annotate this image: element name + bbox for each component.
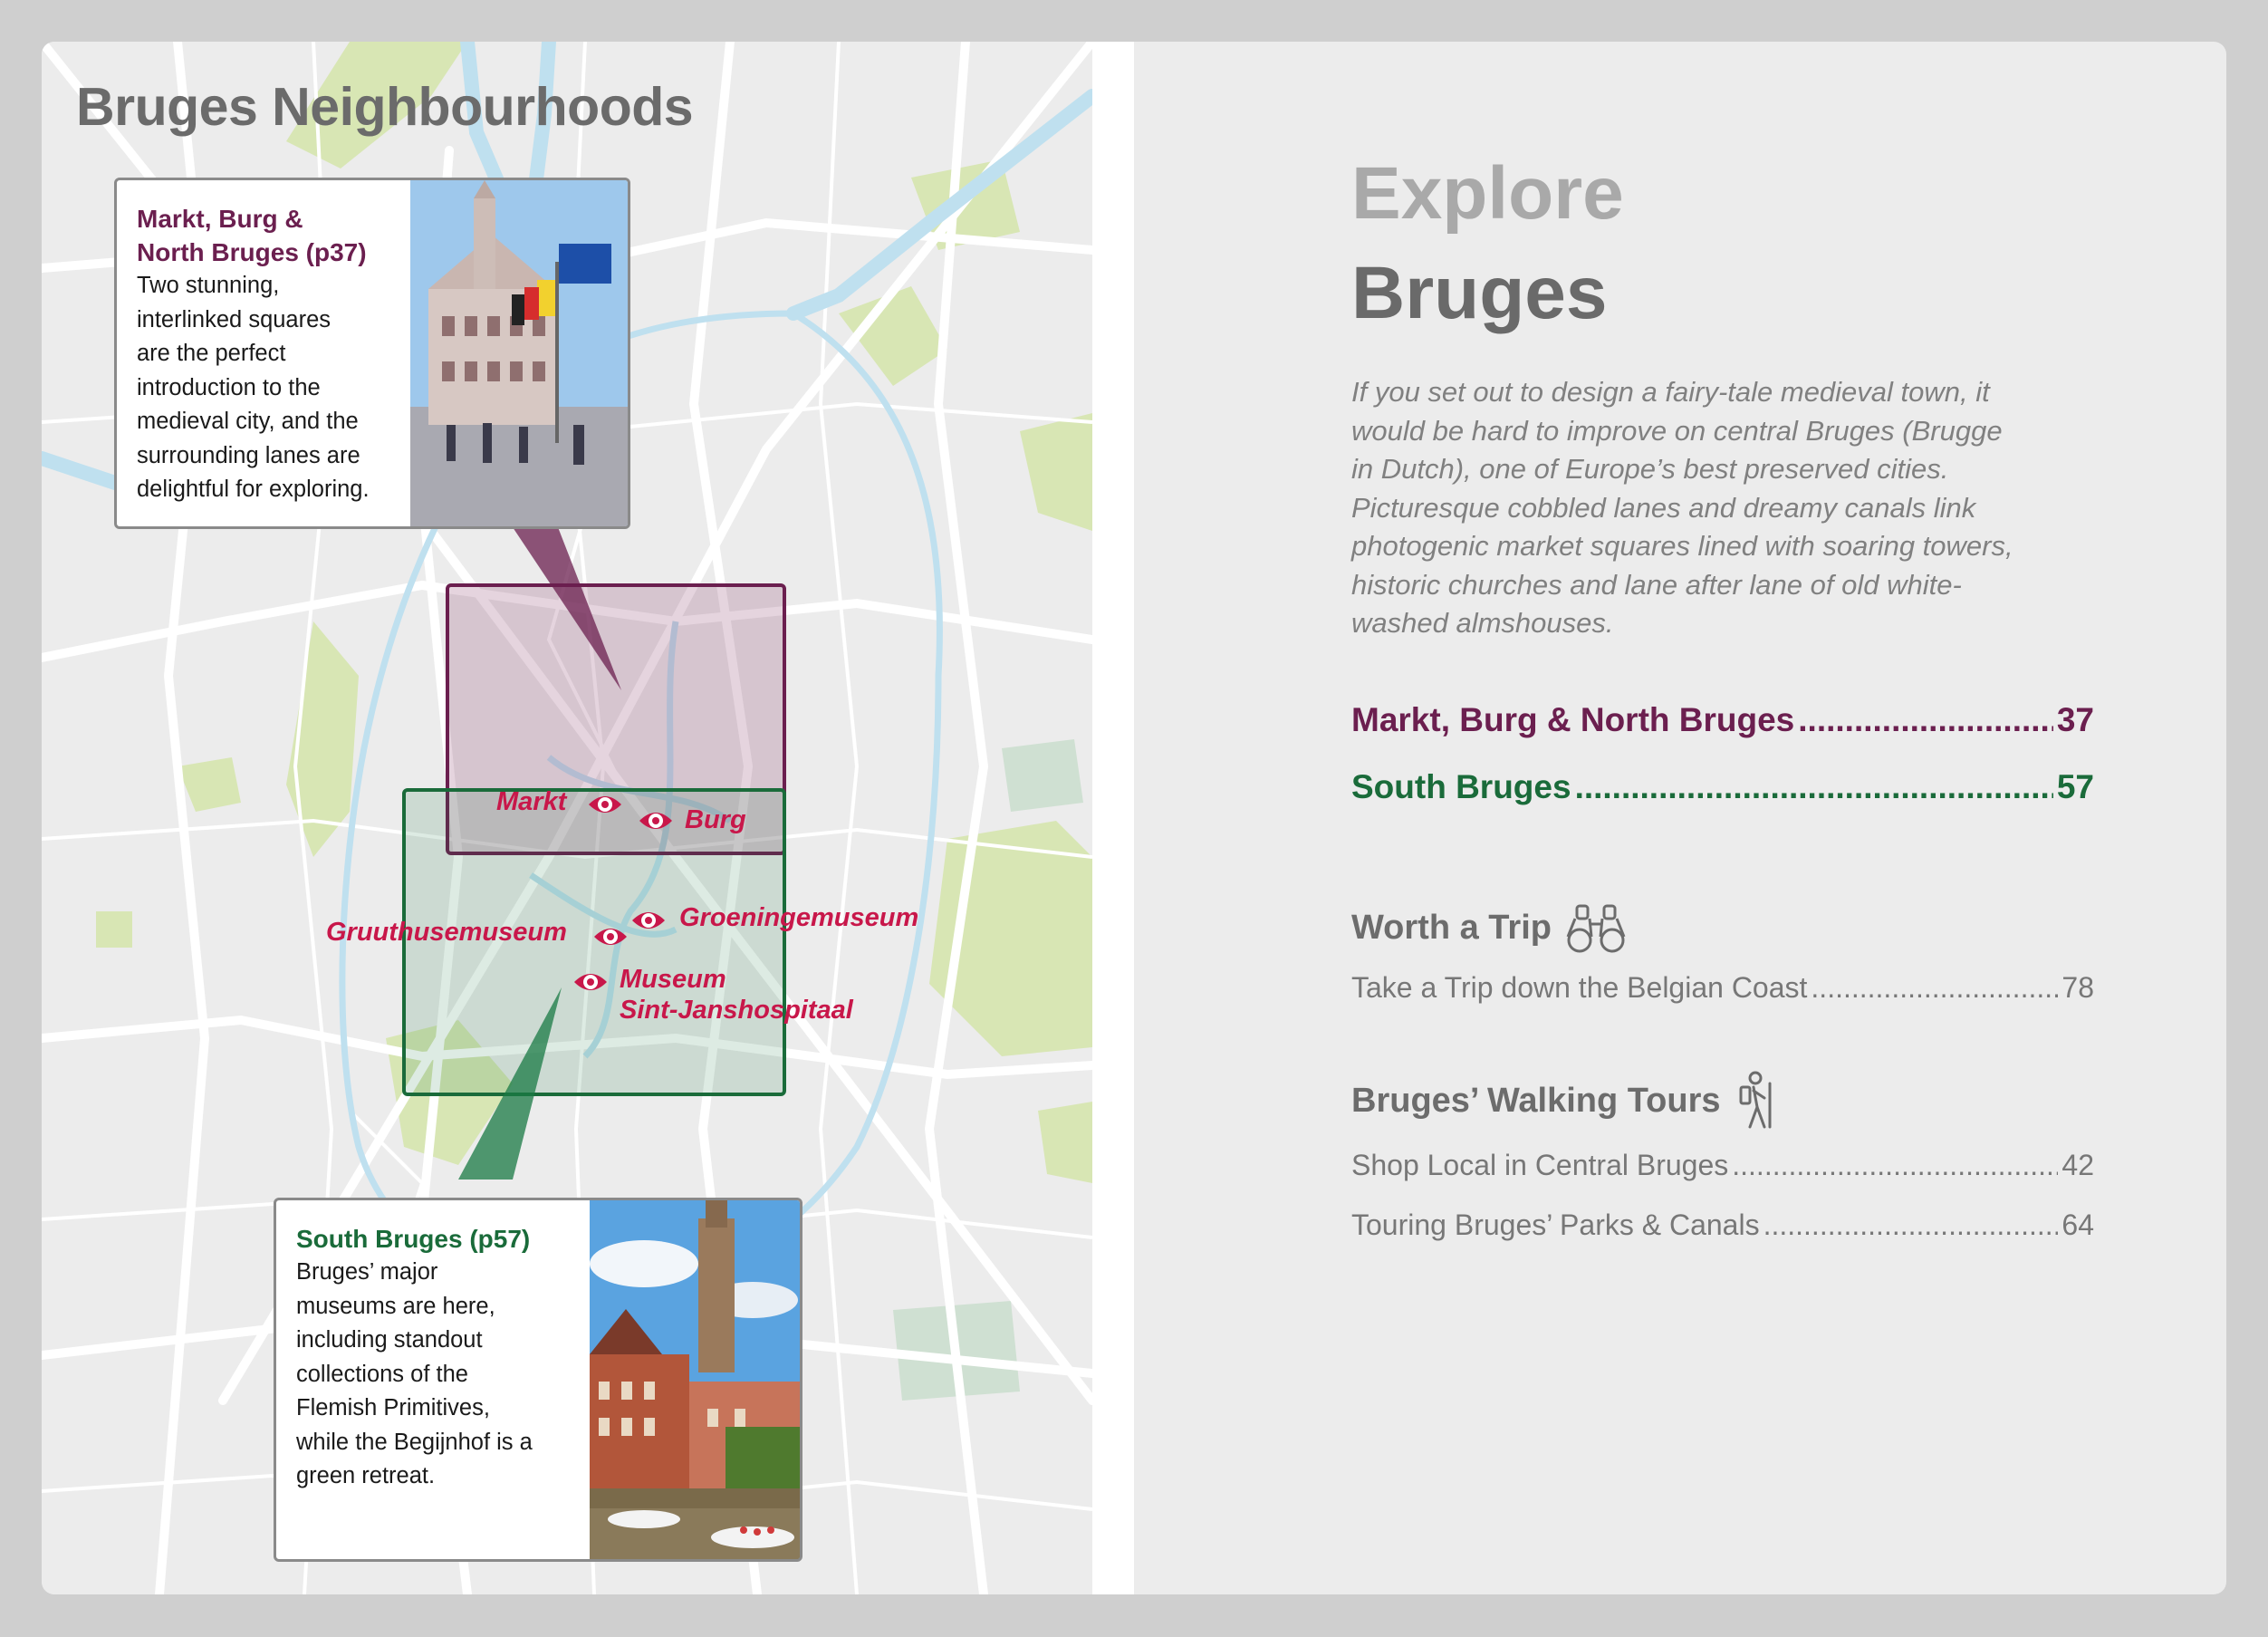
- toc-page: 57: [2056, 768, 2094, 805]
- toc-label: Take a Trip down the Belgian Coast: [1351, 971, 1808, 1004]
- toc-leader: [1798, 701, 2053, 739]
- poi-burg-label[interactable]: Burg: [685, 805, 746, 834]
- toc-label: Shop Local in Central Bruges: [1351, 1149, 1729, 1181]
- toc-entry-south-bruges[interactable]: [1351, 768, 2094, 806]
- worth-a-trip-heading: [1351, 902, 1628, 953]
- callout-north-bruges: [114, 178, 630, 529]
- toc-leader: [1763, 1208, 2059, 1242]
- walking-tours-title: Bruges’ Walking Tours: [1351, 1081, 1721, 1120]
- map-page: [42, 42, 1092, 1594]
- binoculars-icon: [1564, 902, 1628, 953]
- toc-leader: [1732, 1149, 2058, 1182]
- explore-page: [1134, 42, 2226, 1594]
- callout-text: [137, 202, 370, 507]
- eye-icon: [572, 969, 609, 995]
- callout-south-bruges: [274, 1198, 802, 1562]
- intro-paragraph: If you set out to design a fairy-tale medieval town, it would be hard to improve on central Bruges (Brugge in Dutch), one of Europe’s best preserved cities. Picturesque cobbled lanes and dreamy canals link photogenic market squares lined with soaring towers, historic churches and lane after lane of old white- washed almshouses.: [1351, 376, 2013, 639]
- toc-entry-parks-canals[interactable]: [1351, 1208, 2094, 1242]
- toc-leader: [1575, 768, 2053, 806]
- poi-gruuthusemuseum-label[interactable]: Gruuthusemuseum: [326, 918, 567, 947]
- worth-a-trip-title: Worth a Trip: [1351, 908, 1552, 947]
- walking-tours-heading: [1351, 1071, 1777, 1131]
- poi-markt-label[interactable]: Markt: [496, 787, 567, 816]
- hiker-icon: [1734, 1071, 1777, 1131]
- poi-groeningemuseum-label[interactable]: Groeningemuseum: [679, 903, 919, 932]
- toc-label: South Bruges: [1351, 768, 1571, 805]
- page-gutter: [1092, 42, 1134, 1594]
- callout-text: [296, 1222, 533, 1494]
- toc-page: 78: [2061, 971, 2094, 1004]
- toc-entry-belgian-coast[interactable]: [1351, 971, 2094, 1005]
- guidebook-spread: [42, 42, 2226, 1594]
- canal-belfry-photo: [590, 1200, 800, 1559]
- toc-page: 37: [2056, 701, 2094, 738]
- callout-heading: Markt, Burg & North Bruges (p37): [137, 205, 367, 266]
- callout-description: Bruges’ major museums are here, including standout collections of the Flemish Primitives, while the Begijnhof is a green retreat.: [296, 1259, 533, 1488]
- city-hall-photo: [410, 180, 628, 526]
- toc-page: 42: [2061, 1149, 2094, 1181]
- explore-heading: Explore: [1351, 152, 1624, 235]
- eye-icon: [638, 808, 674, 833]
- toc-label: Touring Bruges’ Parks & Canals: [1351, 1208, 1760, 1241]
- toc-entry-north-bruges[interactable]: [1351, 701, 2094, 739]
- toc-page: 64: [2061, 1208, 2094, 1241]
- callout-heading: South Bruges (p57): [296, 1225, 531, 1253]
- eye-icon: [587, 792, 623, 817]
- toc-leader: [1811, 971, 2058, 1005]
- toc-entry-shop-local[interactable]: [1351, 1149, 2094, 1182]
- eye-icon: [630, 908, 667, 933]
- callout-description: Two stunning, interlinked squares are the perfect introduction to the medieval city, and the surrounding lanes are delightful for exploring.: [137, 273, 370, 502]
- eye-icon: [592, 924, 629, 949]
- toc-label: Markt, Burg & North Bruges: [1351, 701, 1795, 738]
- poi-sint-janshospitaal-label[interactable]: Museum Sint-Janshospitaal: [620, 965, 853, 1025]
- map-title: Bruges Neighbourhoods: [76, 77, 694, 137]
- bruges-heading: Bruges: [1351, 252, 1608, 334]
